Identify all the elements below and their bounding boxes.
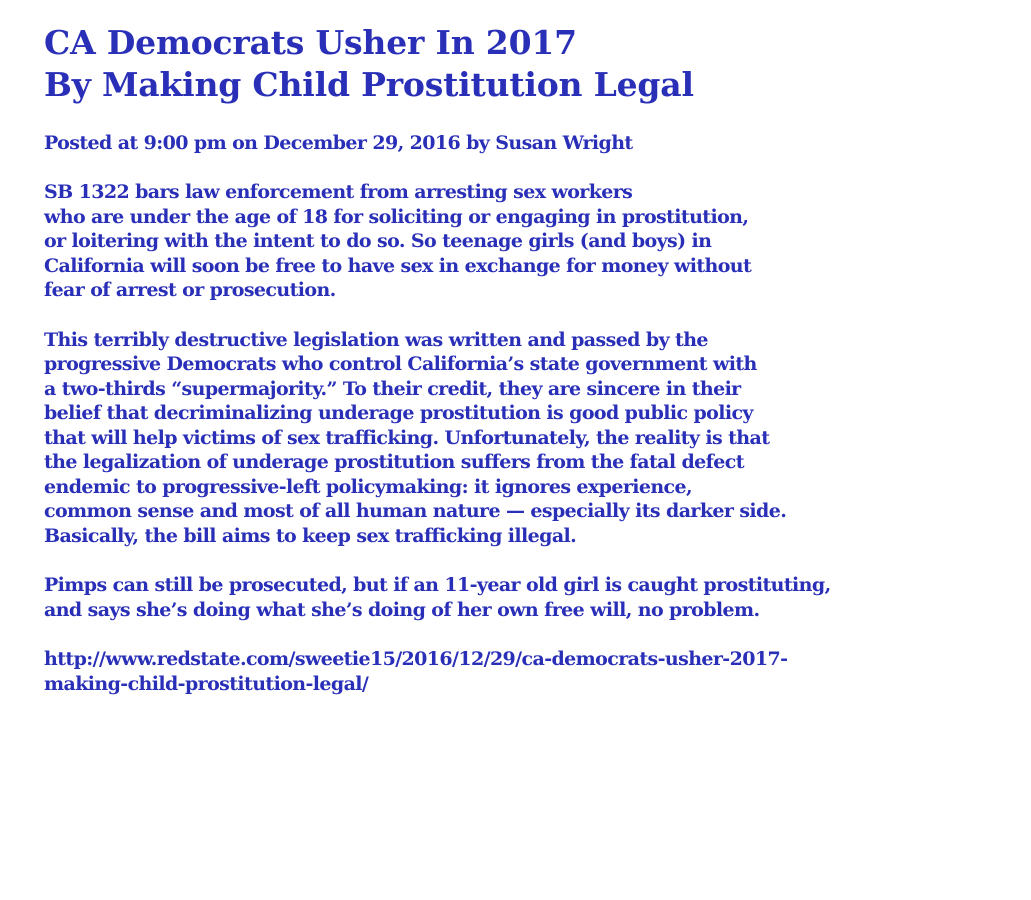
text-line: This terribly destructive legislation was written and passed by the: [44, 328, 708, 351]
paragraph-2: [44, 328, 1019, 549]
text-line: endemic to progressive-left policymaking: it ignores experience,: [44, 475, 693, 498]
url-line[interactable]: making-child-prostitution-legal/: [44, 672, 369, 695]
text-line: a two-thirds “supermajority.” To their credit, they are sincere in their: [44, 377, 741, 400]
text-line: progressive Democrats who control California’s state government with: [44, 353, 757, 375]
article: [44, 22, 1019, 696]
text-line: Pimps can still be prosecuted, but if an 11-year old girl is caught prostituting,: [44, 574, 831, 596]
text-line: that will help victims of sex trafficking. Unfortunately, the reality is that: [44, 426, 770, 449]
text-line: California will soon be free to have sex in exchange for money without: [44, 254, 752, 277]
text-line: and says she’s doing what she’s doing of her own free will, no problem.: [44, 598, 760, 621]
text-line: who are under the age of 18 for soliciting or engaging in prostitution,: [44, 205, 749, 228]
paragraph-1: [44, 180, 1019, 303]
text-line: SB 1322 bars law enforcement from arresting sex workers: [44, 181, 633, 203]
title-line: By Making Child Prostitution Legal: [44, 65, 694, 104]
text-line: belief that decriminalizing underage prostitution is good public policy: [44, 402, 753, 424]
url-line[interactable]: http://www.redstate.com/sweetie15/2016/12/29/ca-democrats-usher-2017-: [44, 648, 788, 670]
text-line: the legalization of underage prostitution suffers from the fatal defect: [44, 451, 744, 473]
text-line: fear of arrest or prosecution.: [44, 279, 336, 301]
paragraph-3: [44, 573, 1019, 622]
title-line: CA Democrats Usher In 2017: [44, 23, 577, 62]
byline: Posted at 9:00 pm on December 29, 2016 by Susan Wright: [44, 132, 633, 154]
article-title: [44, 22, 1019, 106]
text-line: common sense and most of all human nature — especially its darker side.: [44, 500, 787, 522]
text-line: or loitering with the intent to do so. So teenage girls (and boys) in: [44, 230, 712, 252]
text-line: Basically, the bill aims to keep sex trafficking illegal.: [44, 524, 577, 547]
source-url[interactable]: [44, 647, 1019, 696]
